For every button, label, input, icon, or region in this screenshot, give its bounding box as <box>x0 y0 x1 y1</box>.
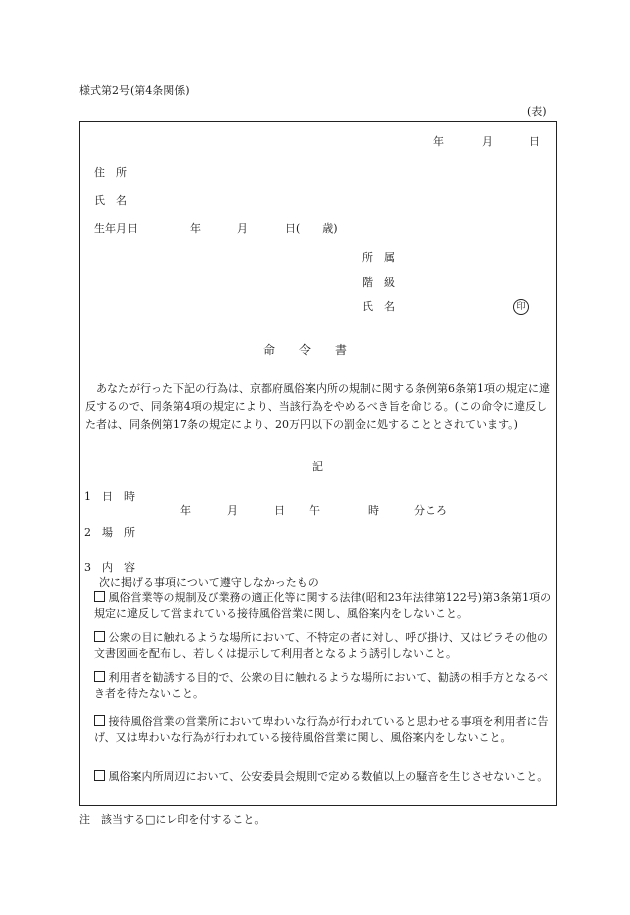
order-body-text: あなたが行った下記の行為は、京都府風俗案内所の規制に関する条例第6条第1項の規定に違反するので、同条第4項の規定により、当該行為をやめるべき旨を命じる。(この命令に違反した者は、同条例第17条の規定により、20万円以下の罰金に処することとされています。) <box>85 382 550 431</box>
option-1-text: 風俗営業等の規制及び業務の適正化等に関する法律(昭和23年法律第122号)第3条第1項の規定に違反して営まれている接待風俗営業に関し、風俗案内をしないこと。 <box>94 591 552 620</box>
footnote: 注 該当する□にレ印を付すること。 <box>79 813 266 826</box>
checkbox-2[interactable] <box>94 631 105 642</box>
birth-month: 月 <box>237 222 248 235</box>
officer-affiliation-label: 所 属 <box>362 251 395 264</box>
recipient-name-label: 氏 名 <box>94 194 127 207</box>
address-label: 住 所 <box>94 166 127 179</box>
form-number: 様式第2号(第4条関係) <box>79 84 190 97</box>
option-2 <box>94 630 552 662</box>
document-title: 命 令 書 <box>263 343 348 357</box>
item1-ampm: 午 <box>309 504 320 517</box>
option-5-text: 風俗案内所周辺において、公安委員会規則で定める数値以上の騒音を生じさせないこと。 <box>108 770 549 783</box>
option-4-text: 接待風俗営業の営業所において卑わいな行為が行われていると思わせる事項を利用者に告げ、又は卑わいな行為が行われている接待風俗営業に関し、風俗案内をしないこと。 <box>94 715 549 744</box>
option-5 <box>94 769 552 785</box>
checkbox-3[interactable] <box>94 671 105 682</box>
item1-minute: 分ころ <box>414 504 447 517</box>
item1-hour: 時 <box>368 504 379 517</box>
item1-month: 月 <box>227 504 238 517</box>
birth-day-age: 日( 歳) <box>285 222 338 235</box>
checkbox-5[interactable] <box>94 770 105 781</box>
option-3 <box>94 670 552 702</box>
item3-intro: 次に掲げる事項について遵守しなかったもの <box>99 576 319 589</box>
checkbox-4[interactable] <box>94 715 105 726</box>
ki-mark: 記 <box>312 460 323 473</box>
date-month: 月 <box>482 135 493 148</box>
item1-year: 年 <box>180 504 191 517</box>
date-year: 年 <box>433 135 444 148</box>
item1-label: 1 日 時 <box>84 490 135 503</box>
item3-label: 3 内 容 <box>84 561 135 574</box>
option-2-text: 公衆の目に触れるような場所において、不特定の者に対し、呼び掛け、又はビラその他の文書図画を配布し、若しくは提示して利用者となるよう誘引しないこと。 <box>94 631 548 660</box>
item2-label: 2 場 所 <box>84 526 135 539</box>
seal-glyph: 印 <box>513 299 529 315</box>
officer-rank-label: 階 級 <box>362 276 395 289</box>
option-3-text: 利用者を勧誘する目的で、公衆の目に触れるような場所において、勧誘の相手方となるべき者を待たないこと。 <box>94 671 549 700</box>
seal-mark <box>513 298 529 315</box>
front-label: (表) <box>527 105 547 118</box>
checkbox-1[interactable] <box>94 591 105 602</box>
officer-name-label: 氏 名 <box>362 300 395 313</box>
date-day: 日 <box>529 135 540 148</box>
option-1 <box>94 590 552 622</box>
birth-year: 年 <box>190 222 201 235</box>
birth-label: 生年月日 <box>94 222 138 235</box>
option-4 <box>94 714 552 746</box>
item1-day: 日 <box>274 504 285 517</box>
